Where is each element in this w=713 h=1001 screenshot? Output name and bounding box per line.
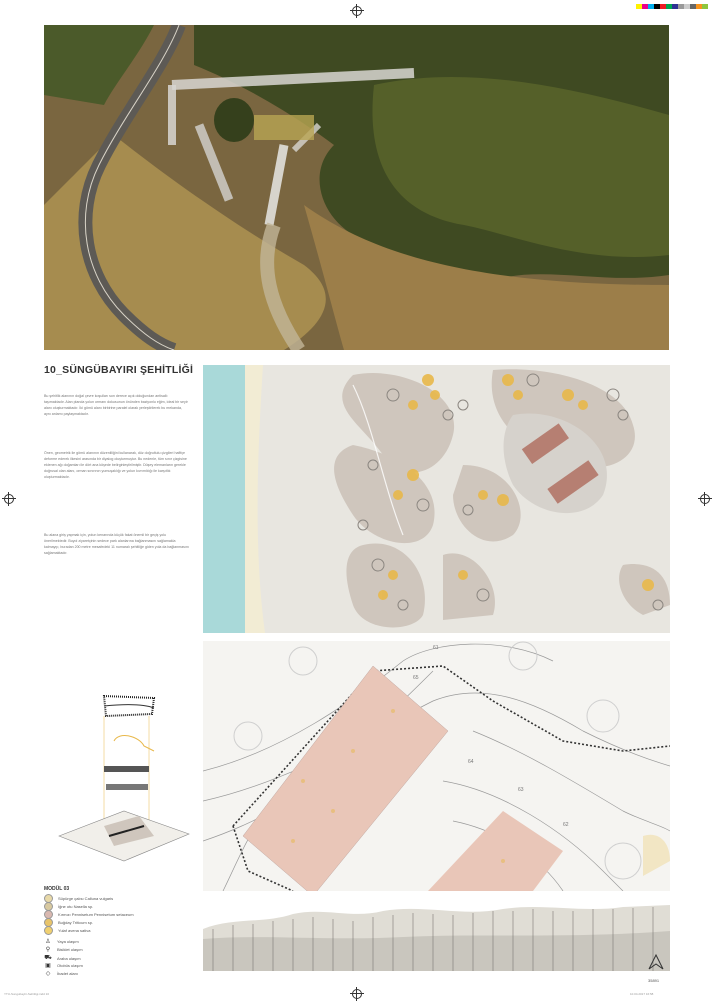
aerial-photo xyxy=(44,25,669,350)
legend-label: Süpürge çalısı Calluna vulgaris xyxy=(58,896,114,901)
legend-item-bus xyxy=(44,962,83,969)
legend-label: Araba ulaşım xyxy=(57,955,81,961)
description-paragraph-3: Bu alana giriş yapmak için, yolun kenarında küçük fakat önemli bir geçiş yolu önerilmektedir. Buyol ziyaretçinin sedece park alanlarına bağlanmasını sağlamakla kalmayıp, buradan 200 metre mesafedeki 11 numaralı şehitliğe giden yola da bağlanmasını sağlamaktadır. xyxy=(44,533,189,555)
legend-item-avena xyxy=(44,926,90,935)
legend-label: Kırmızı Pennisetum Pennisetum setaceum xyxy=(58,912,134,917)
legend-label: Yulaf avena sativa xyxy=(58,928,91,933)
car-icon: ⛟ xyxy=(44,955,52,961)
legend-item-prayer xyxy=(44,970,78,977)
legend-label: Yaya ulaşım xyxy=(57,939,79,944)
legend-item-car xyxy=(44,954,81,962)
section-elevation xyxy=(203,899,670,971)
detail-plan xyxy=(203,641,670,891)
registration-mark-right xyxy=(700,494,710,504)
legend-title: MODÜL 03 xyxy=(44,886,70,892)
print-color-bar xyxy=(636,4,708,9)
footer-date-info: 10.04.2017 16:58 xyxy=(630,992,654,996)
contour-label: 62 xyxy=(563,822,569,828)
registration-mark-left xyxy=(4,494,14,504)
contour-label: 64 xyxy=(468,759,474,765)
contour-label: 63 xyxy=(518,787,524,793)
legend-label: Buğday Triticum sp. xyxy=(58,920,94,925)
site-plan xyxy=(203,365,670,633)
footer-file-info: YTU-Sungubayiri-Sehitligi.indd 10 xyxy=(4,992,50,996)
contour-label: 61 xyxy=(433,645,439,651)
legend-label: Bisiklet ulaşım xyxy=(57,947,83,952)
prayer-area-icon: ◇ xyxy=(45,971,51,977)
bus-icon: ▣ xyxy=(45,963,51,969)
legend-label: İğne otu Nasella sp. xyxy=(58,904,94,909)
legend-label: İbadet alanı xyxy=(57,971,78,976)
walking-person-icon: ♙ xyxy=(45,939,51,945)
description-paragraph-2: Önen, geometrik ile gömü alanının düzenliliğini kullanarak, düz doğrultulu çizgileri hafifçe deforme ederek ilkesini arasında bir diyalog oluşturmuştur. Bu nedenle, tüm sınır çizgisine eklenen ağı doğamları ile dört ana köşede belirginleştirilmiştir. Düşey elemanların gerekle doğrusal olan alanı, orman sınırının yumuşaklığı ve yolun kıvrımlılığı ile karşıtlık oluşturmaktadır. xyxy=(44,451,187,479)
page-title: 10_SÜNGÜBAYIRI ŞEHİTLİĞİ xyxy=(44,364,194,376)
description-paragraph-1: Bu şehitlik alanının doğal çevre koşulları son derece açık olduğundan antisallı taşımaktadır. Alan planda yolun ormanı dokusunun önünden baziyonlu eğim, ideal bir seyir alanı oluşturmaktadır. İki gömü alanı birbirine paralel olarak yerleştirilerek bu mekanda, aynı anlamı paylaşmaktadır. xyxy=(44,394,188,416)
legend-label: Otobüs ulaşım xyxy=(57,963,83,968)
registration-mark-bottom xyxy=(352,989,362,999)
sheet-number: 35891 xyxy=(648,978,660,983)
contour-label: 65 xyxy=(413,675,419,681)
axonometric-diagram xyxy=(44,686,194,881)
legend-item-walking xyxy=(44,938,79,945)
legend-item-bicycle xyxy=(44,946,83,953)
north-arrow-icon xyxy=(646,952,666,972)
bicycle-icon: ⚲ xyxy=(45,947,51,953)
avena-swatch xyxy=(44,926,53,935)
registration-mark-top xyxy=(352,6,362,16)
